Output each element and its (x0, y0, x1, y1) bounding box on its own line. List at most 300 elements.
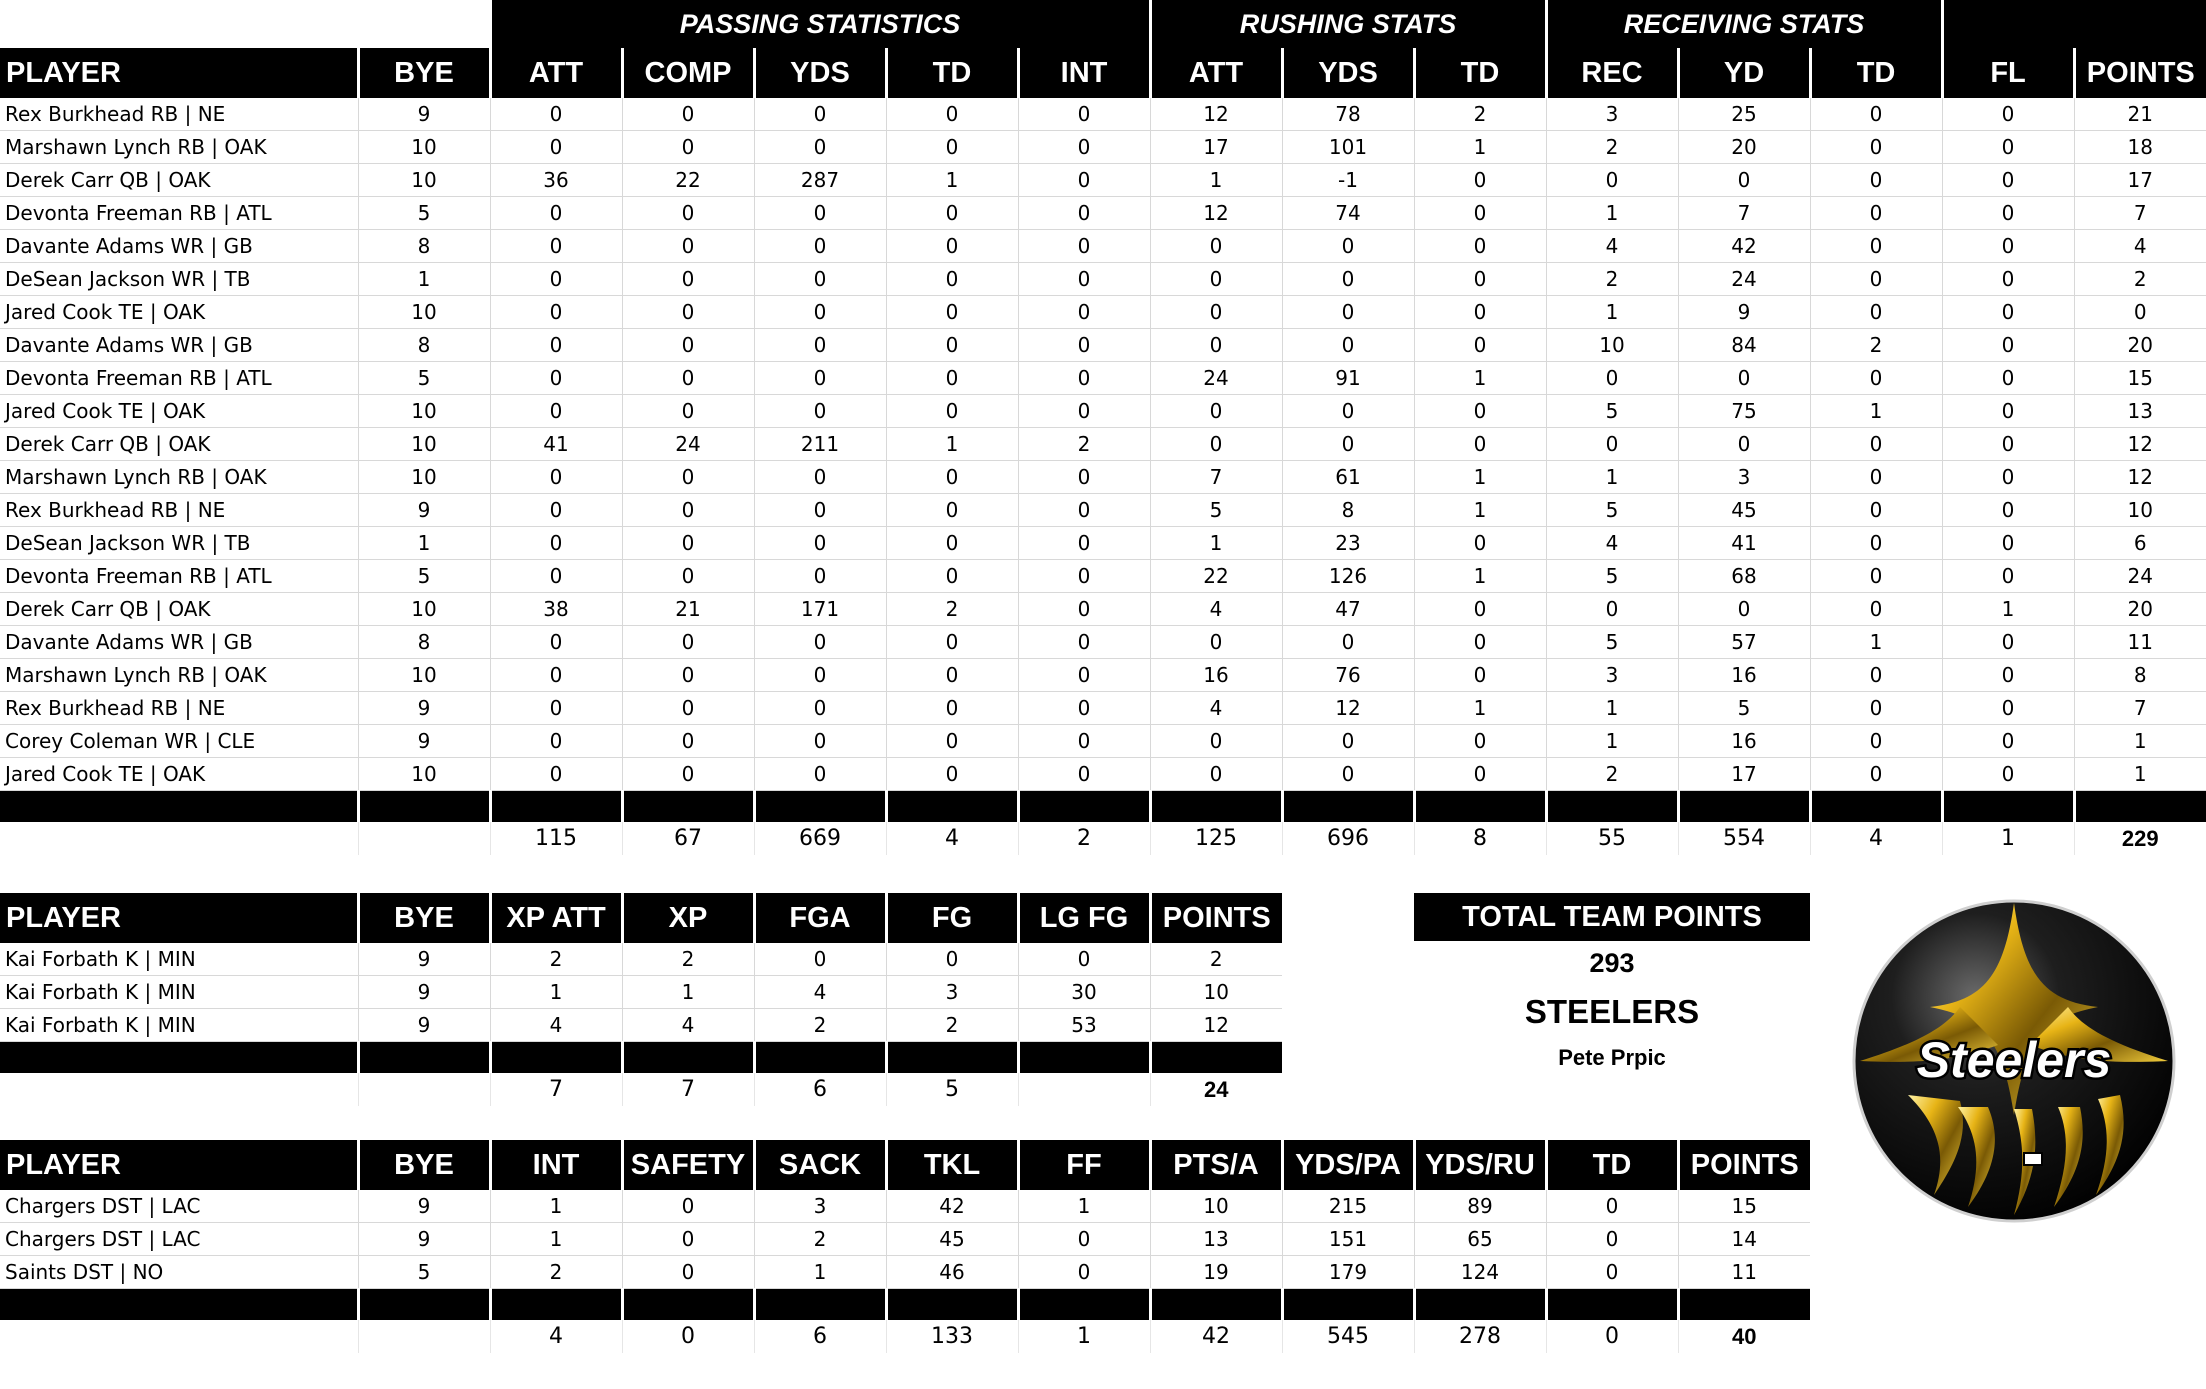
group-header-rushing: RUSHING STATS (1150, 0, 1546, 48)
offense-stat-cell-fl: 0 (1942, 263, 2074, 296)
offense-stat-cell-td: 0 (886, 758, 1018, 791)
offense-stat-cell-int: 0 (1018, 560, 1150, 593)
defense-col-header-sack-4: SACK (754, 1140, 886, 1190)
offense-stat-cell-bye: 9 (358, 725, 490, 758)
team-summary (1414, 893, 1810, 1071)
offense-player-cell: Corey Coleman WR | CLE (0, 725, 358, 758)
defense-separator-cell (886, 1289, 1018, 1321)
defense-stat-cell-yds-pa: 151 (1282, 1223, 1414, 1256)
kicking-col-header-lg-fg-6: LG FG (1018, 893, 1150, 943)
offense-stat-cell-bye: 1 (358, 527, 490, 560)
offense-total-cell-yds: 696 (1282, 822, 1414, 855)
offense-stat-cell-td: 0 (1414, 263, 1546, 296)
offense-stat-cell-rec: 4 (1546, 230, 1678, 263)
defense-player-cell: Saints DST | NO (0, 1256, 358, 1289)
offense-stat-cell-points: 6 (2074, 527, 2206, 560)
offense-stat-cell-att: 0 (490, 725, 622, 758)
offense-stat-cell-td: 0 (1414, 296, 1546, 329)
kicking-total-cell-lg-fg (1018, 1073, 1150, 1106)
offense-table-row (0, 758, 2206, 791)
offense-stat-cell-yds: 0 (754, 560, 886, 593)
offense-separator-cell (1810, 791, 1942, 823)
offense-stat-cell-td: 0 (1810, 197, 1942, 230)
offense-stat-cell-td: 0 (1810, 494, 1942, 527)
defense-col-header-yds-pa-8: YDS/PA (1282, 1140, 1414, 1190)
offense-stat-cell-int: 0 (1018, 131, 1150, 164)
offense-stat-cell-points: 1 (2074, 725, 2206, 758)
defense-stat-cell-safety: 0 (622, 1223, 754, 1256)
team-points-header: TOTAL TEAM POINTS (1414, 893, 1810, 941)
offense-stat-cell-td: 0 (1414, 593, 1546, 626)
offense-stat-cell-td: 1 (1414, 131, 1546, 164)
offense-stat-cell-yd: 5 (1678, 692, 1810, 725)
offense-stat-cell-td: 0 (1414, 659, 1546, 692)
offense-stat-cell-yds: 0 (754, 362, 886, 395)
offense-stat-cell-att: 12 (1150, 197, 1282, 230)
offense-player-cell: Jared Cook TE | OAK (0, 395, 358, 428)
defense-separator-cell (1018, 1289, 1150, 1321)
offense-stat-cell-att: 0 (490, 98, 622, 131)
kicking-table-row (0, 943, 1282, 976)
offense-stat-cell-att: 0 (490, 758, 622, 791)
offense-stat-cell-att: 0 (1150, 329, 1282, 362)
offense-stat-cell-td: 0 (1414, 758, 1546, 791)
offense-total-cell-yd: 554 (1678, 822, 1810, 855)
kicking-stat-cell-lg-fg: 30 (1018, 976, 1150, 1009)
offense-separator-cell (1018, 791, 1150, 823)
offense-stat-cell-yds: 0 (1282, 329, 1414, 362)
offense-stat-cell-att: 0 (490, 362, 622, 395)
offense-stat-cell-comp: 0 (622, 560, 754, 593)
offense-stat-cell-points: 11 (2074, 626, 2206, 659)
defense-stat-cell-ff: 0 (1018, 1256, 1150, 1289)
offense-stat-cell-td: 0 (886, 263, 1018, 296)
offense-stat-cell-bye: 1 (358, 263, 490, 296)
offense-stat-cell-att: 1 (1150, 164, 1282, 197)
defense-stat-cell-safety: 0 (622, 1190, 754, 1223)
offense-stat-cell-comp: 0 (622, 659, 754, 692)
offense-stat-cell-rec: 0 (1546, 362, 1678, 395)
offense-stat-cell-att: 0 (490, 197, 622, 230)
defense-col-header-td-10: TD (1546, 1140, 1678, 1190)
offense-stat-cell-comp: 24 (622, 428, 754, 461)
defense-totals-row (0, 1320, 1810, 1353)
offense-col-header-int-6: INT (1018, 48, 1150, 98)
kicking-separator-cell (358, 1042, 490, 1074)
offense-stat-cell-bye: 10 (358, 659, 490, 692)
group-header-misc (1942, 0, 2206, 48)
offense-table-row (0, 593, 2206, 626)
defense-separator-cell (1546, 1289, 1678, 1321)
offense-player-cell: Davante Adams WR | GB (0, 626, 358, 659)
offense-stat-cell-att: 0 (490, 395, 622, 428)
offense-stat-cell-td: 0 (886, 725, 1018, 758)
offense-table-row (0, 329, 2206, 362)
offense-stat-cell-att: 0 (490, 461, 622, 494)
offense-stat-cell-points: 4 (2074, 230, 2206, 263)
offense-stat-cell-yd: 45 (1678, 494, 1810, 527)
offense-col-header-att-7: ATT (1150, 48, 1282, 98)
offense-stat-cell-td: 0 (1810, 560, 1942, 593)
offense-stat-cell-yds: 0 (1282, 395, 1414, 428)
offense-col-header-rec-10: REC (1546, 48, 1678, 98)
defense-col-header-yds-ru-9: YDS/RU (1414, 1140, 1546, 1190)
offense-stat-cell-td: 0 (1810, 263, 1942, 296)
defense-col-header-safety-3: SAFETY (622, 1140, 754, 1190)
offense-stat-cell-yd: 57 (1678, 626, 1810, 659)
offense-stat-cell-yds: 0 (1282, 263, 1414, 296)
offense-stat-cell-points: 17 (2074, 164, 2206, 197)
offense-stat-cell-td: 0 (886, 560, 1018, 593)
offense-stat-cell-yds: 0 (1282, 626, 1414, 659)
offense-separator-cell (1414, 791, 1546, 823)
offense-stat-cell-points: 7 (2074, 692, 2206, 725)
offense-total-cell-int: 2 (1018, 822, 1150, 855)
offense-stat-cell-att: 0 (490, 296, 622, 329)
offense-stat-cell-yd: 75 (1678, 395, 1810, 428)
offense-table-row (0, 527, 2206, 560)
offense-player-cell: Marshawn Lynch RB | OAK (0, 131, 358, 164)
offense-stat-cell-rec: 5 (1546, 395, 1678, 428)
offense-stat-cell-points: 12 (2074, 461, 2206, 494)
offense-stat-cell-int: 0 (1018, 329, 1150, 362)
offense-stat-cell-att: 4 (1150, 593, 1282, 626)
offense-stat-cell-rec: 1 (1546, 197, 1678, 230)
offense-stat-cell-yds: 0 (1282, 428, 1414, 461)
kicking-total-cell-player (0, 1073, 358, 1106)
offense-separator-cell (622, 791, 754, 823)
offense-stat-cell-att: 0 (1150, 296, 1282, 329)
offense-stat-cell-bye: 9 (358, 98, 490, 131)
offense-stat-cell-td: 2 (886, 593, 1018, 626)
offense-stat-cell-td: 0 (1414, 626, 1546, 659)
offense-stat-cell-comp: 21 (622, 593, 754, 626)
offense-stat-cell-bye: 10 (358, 296, 490, 329)
offense-stat-cell-comp: 0 (622, 527, 754, 560)
offense-stat-cell-yds: 211 (754, 428, 886, 461)
offense-stat-cell-fl: 0 (1942, 98, 2074, 131)
offense-separator-cell (1282, 791, 1414, 823)
steelers-logo-icon (1848, 895, 2180, 1227)
offense-stat-cell-int: 0 (1018, 626, 1150, 659)
offense-col-header-fl-13: FL (1942, 48, 2074, 98)
defense-total-cell-bye (358, 1320, 490, 1353)
offense-separator-cell (1546, 791, 1678, 823)
kicking-separator-cell (0, 1042, 358, 1074)
offense-stat-cell-att: 0 (490, 131, 622, 164)
offense-player-cell: Davante Adams WR | GB (0, 329, 358, 362)
offense-stat-cell-att: 17 (1150, 131, 1282, 164)
defense-total-cell-player (0, 1320, 358, 1353)
offense-stat-cell-td: 0 (886, 329, 1018, 362)
offense-stat-cell-td: 0 (886, 131, 1018, 164)
offense-stat-cell-yds: 91 (1282, 362, 1414, 395)
offense-stat-cell-att: 0 (490, 560, 622, 593)
team-name: STEELERS (1524, 993, 1700, 1030)
offense-stat-cell-td: 0 (886, 296, 1018, 329)
offense-stat-cell-yd: 20 (1678, 131, 1810, 164)
offense-table-row (0, 560, 2206, 593)
offense-stat-cell-int: 0 (1018, 395, 1150, 428)
defense-separator-cell (490, 1289, 622, 1321)
offense-stat-cell-td: 0 (1414, 329, 1546, 362)
kicking-stat-cell-fg: 2 (886, 1009, 1018, 1042)
kicking-separator-cell (622, 1042, 754, 1074)
offense-stat-cell-yds: 8 (1282, 494, 1414, 527)
offense-stat-cell-yd: 84 (1678, 329, 1810, 362)
defense-stat-cell-points: 15 (1678, 1190, 1810, 1223)
offense-stat-cell-yds: 0 (754, 98, 886, 131)
offense-totals-row (0, 822, 2206, 855)
offense-stat-cell-bye: 8 (358, 230, 490, 263)
offense-total-cell-player (0, 822, 358, 855)
offense-stat-cell-att: 0 (1150, 725, 1282, 758)
offense-stat-cell-rec: 0 (1546, 593, 1678, 626)
offense-stat-cell-td: 0 (1414, 395, 1546, 428)
offense-table-row (0, 296, 2206, 329)
defense-stat-cell-points: 11 (1678, 1256, 1810, 1289)
offense-stat-cell-td: 0 (886, 98, 1018, 131)
offense-stat-cell-points: 21 (2074, 98, 2206, 131)
offense-stat-cell-att: 1 (1150, 527, 1282, 560)
offense-stat-cell-rec: 2 (1546, 131, 1678, 164)
offense-separator-cell (0, 791, 358, 823)
offense-stat-cell-td: 0 (1810, 98, 1942, 131)
defense-stat-cell-pts-a: 13 (1150, 1223, 1282, 1256)
offense-stat-cell-comp: 0 (622, 197, 754, 230)
offense-stat-cell-td: 0 (886, 692, 1018, 725)
defense-separator-cell (754, 1289, 886, 1321)
offense-stat-cell-yd: 7 (1678, 197, 1810, 230)
offense-stat-cell-td: 0 (1810, 296, 1942, 329)
offense-stat-cell-rec: 2 (1546, 758, 1678, 791)
offense-stat-cell-td: 0 (1414, 230, 1546, 263)
offense-stat-cell-points: 20 (2074, 329, 2206, 362)
defense-table-row (0, 1223, 1810, 1256)
offense-stat-cell-int: 0 (1018, 362, 1150, 395)
defense-stat-cell-pts-a: 10 (1150, 1190, 1282, 1223)
offense-separator-cell (490, 791, 622, 823)
defense-total-cell-yds-ru: 278 (1414, 1320, 1546, 1353)
defense-player-cell: Chargers DST | LAC (0, 1223, 358, 1256)
defense-stat-cell-safety: 0 (622, 1256, 754, 1289)
offense-stat-cell-td: 0 (1810, 362, 1942, 395)
offense-player-cell: Devonta Freeman RB | ATL (0, 560, 358, 593)
offense-stat-cell-yd: 0 (1678, 164, 1810, 197)
offense-col-header-td-9: TD (1414, 48, 1546, 98)
offense-total-cell-td: 4 (1810, 822, 1942, 855)
offense-stat-cell-yds: 0 (754, 659, 886, 692)
offense-stat-cell-bye: 5 (358, 197, 490, 230)
offense-stat-cell-comp: 0 (622, 296, 754, 329)
offense-stat-cell-yds: 126 (1282, 560, 1414, 593)
offense-stat-cell-comp: 0 (622, 725, 754, 758)
kicking-stat-cell-xp-att: 4 (490, 1009, 622, 1042)
offense-stat-cell-fl: 0 (1942, 164, 2074, 197)
offense-stat-cell-comp: 0 (622, 362, 754, 395)
offense-stat-cell-yd: 3 (1678, 461, 1810, 494)
offense-stat-cell-td: 0 (1810, 131, 1942, 164)
offense-stat-cell-fl: 0 (1942, 692, 2074, 725)
offense-stat-cell-yds: 287 (754, 164, 886, 197)
kicking-stat-cell-xp-att: 1 (490, 976, 622, 1009)
offense-stat-cell-fl: 0 (1942, 527, 2074, 560)
offense-total-cell-bye (358, 822, 490, 855)
kicking-total-cell-points: 24 (1150, 1073, 1282, 1106)
offense-total-cell-att: 125 (1150, 822, 1282, 855)
offense-stat-cell-yds: 61 (1282, 461, 1414, 494)
offense-stat-cell-points: 24 (2074, 560, 2206, 593)
defense-total-cell-int: 4 (490, 1320, 622, 1353)
offense-stat-cell-td: 0 (1810, 527, 1942, 560)
offense-stat-cell-rec: 5 (1546, 494, 1678, 527)
defense-separator-cell (1678, 1289, 1810, 1321)
kicking-col-header-bye-1: BYE (358, 893, 490, 943)
offense-stat-cell-int: 0 (1018, 692, 1150, 725)
offense-stat-cell-yd: 42 (1678, 230, 1810, 263)
offense-stat-cell-comp: 0 (622, 131, 754, 164)
kicking-stat-cell-fga: 4 (754, 976, 886, 1009)
offense-stat-cell-td: 0 (1810, 692, 1942, 725)
offense-stat-cell-comp: 0 (622, 461, 754, 494)
offense-separator-cell (754, 791, 886, 823)
offense-stat-cell-td: 0 (1810, 659, 1942, 692)
team-points-value: 293 (1589, 948, 1635, 978)
offense-stat-cell-int: 0 (1018, 197, 1150, 230)
defense-total-cell-points: 40 (1678, 1320, 1810, 1353)
offense-table-row (0, 98, 2206, 131)
offense-stat-cell-td: 0 (1810, 164, 1942, 197)
offense-table-row (0, 362, 2206, 395)
offense-stat-cell-rec: 10 (1546, 329, 1678, 362)
offense-stat-cell-td: 0 (1810, 230, 1942, 263)
offense-stat-cell-td: 0 (1414, 527, 1546, 560)
defense-table-row (0, 1256, 1810, 1289)
offense-stat-cell-int: 0 (1018, 758, 1150, 791)
offense-stat-cell-bye: 8 (358, 329, 490, 362)
offense-stat-cell-bye: 10 (358, 131, 490, 164)
offense-stat-cell-points: 7 (2074, 197, 2206, 230)
offense-stat-cell-td: 1 (1810, 626, 1942, 659)
offense-stat-cell-fl: 0 (1942, 395, 2074, 428)
offense-stat-cell-int: 0 (1018, 527, 1150, 560)
offense-stat-cell-yds: 47 (1282, 593, 1414, 626)
offense-stat-cell-att: 0 (490, 263, 622, 296)
offense-stat-cell-fl: 0 (1942, 659, 2074, 692)
offense-table-row (0, 197, 2206, 230)
offense-stat-cell-td: 0 (886, 494, 1018, 527)
group-header-receiving: RECEIVING STATS (1546, 0, 1942, 48)
offense-stat-cell-bye: 8 (358, 626, 490, 659)
offense-table-row (0, 626, 2206, 659)
offense-stat-cell-fl: 0 (1942, 725, 2074, 758)
offense-stat-cell-td: 1 (886, 164, 1018, 197)
offense-stat-cell-rec: 2 (1546, 263, 1678, 296)
offense-stat-cell-att: 0 (490, 329, 622, 362)
logo-text: Steelers (1916, 1032, 2112, 1088)
offense-stat-cell-int: 0 (1018, 461, 1150, 494)
kicking-player-cell: Kai Forbath K | MIN (0, 1009, 358, 1042)
offense-stat-cell-td: 1 (1414, 692, 1546, 725)
defense-stat-cell-yds-ru: 89 (1414, 1190, 1546, 1223)
offense-stat-cell-fl: 0 (1942, 428, 2074, 461)
kicking-stat-cell-xp: 1 (622, 976, 754, 1009)
offense-stat-cell-att: 0 (490, 494, 622, 527)
offense-stat-cell-int: 2 (1018, 428, 1150, 461)
offense-stat-cell-comp: 0 (622, 395, 754, 428)
kicking-stat-cell-xp-att: 2 (490, 943, 622, 976)
offense-col-header-bye-1: BYE (358, 48, 490, 98)
kicking-col-header-fga-4: FGA (754, 893, 886, 943)
kicking-col-header-points-7: POINTS (1150, 893, 1282, 943)
offense-col-header-player-0: PLAYER (0, 48, 358, 98)
offense-table-row (0, 494, 2206, 527)
offense-stat-cell-yd: 17 (1678, 758, 1810, 791)
offense-stat-cell-yds: 0 (754, 395, 886, 428)
offense-stat-cell-td: 0 (1810, 758, 1942, 791)
kicking-stat-cell-bye: 9 (358, 1009, 490, 1042)
offense-stat-cell-yds: 0 (754, 230, 886, 263)
offense-table-row (0, 659, 2206, 692)
defense-stat-cell-sack: 2 (754, 1223, 886, 1256)
offense-separator-cell (886, 791, 1018, 823)
offense-stat-cell-yds: 0 (754, 197, 886, 230)
offense-stat-cell-td: 0 (1414, 428, 1546, 461)
offense-stat-cell-comp: 0 (622, 263, 754, 296)
offense-table-row (0, 395, 2206, 428)
offense-stat-cell-fl: 0 (1942, 494, 2074, 527)
offense-stat-cell-att: 22 (1150, 560, 1282, 593)
offense-stat-cell-yds: 0 (754, 329, 886, 362)
offense-stat-cell-points: 1 (2074, 758, 2206, 791)
kicking-stat-cell-xp: 2 (622, 943, 754, 976)
offense-stat-cell-points: 10 (2074, 494, 2206, 527)
kicking-total-cell-bye (358, 1073, 490, 1106)
defense-stat-cell-yds-ru: 124 (1414, 1256, 1546, 1289)
offense-stat-cell-points: 15 (2074, 362, 2206, 395)
offense-stat-cell-rec: 5 (1546, 560, 1678, 593)
kicking-stat-cell-fga: 0 (754, 943, 886, 976)
defense-separator-cell (1282, 1289, 1414, 1321)
offense-stat-cell-yds: -1 (1282, 164, 1414, 197)
kicking-separator-cell (886, 1042, 1018, 1074)
offense-stat-cell-td: 0 (1810, 593, 1942, 626)
offense-stat-cell-fl: 0 (1942, 758, 2074, 791)
offense-player-cell: DeSean Jackson WR | TB (0, 263, 358, 296)
kicking-separator-cell (490, 1042, 622, 1074)
defense-total-cell-yds-pa: 545 (1282, 1320, 1414, 1353)
defense-separator-cell (1414, 1289, 1546, 1321)
offense-stat-cell-td: 0 (886, 395, 1018, 428)
offense-stat-cell-int: 0 (1018, 98, 1150, 131)
defense-col-header-player-0: PLAYER (0, 1140, 358, 1190)
defense-stat-cell-pts-a: 19 (1150, 1256, 1282, 1289)
offense-stat-cell-int: 0 (1018, 593, 1150, 626)
offense-stat-cell-fl: 0 (1942, 197, 2074, 230)
offense-col-header-td-12: TD (1810, 48, 1942, 98)
offense-stat-cell-yds: 171 (754, 593, 886, 626)
kicking-player-cell: Kai Forbath K | MIN (0, 976, 358, 1009)
offense-stat-cell-att: 5 (1150, 494, 1282, 527)
defense-player-cell: Chargers DST | LAC (0, 1190, 358, 1223)
defense-total-cell-pts-a: 42 (1150, 1320, 1282, 1353)
offense-stat-cell-td: 0 (886, 659, 1018, 692)
offense-stat-cell-fl: 0 (1942, 329, 2074, 362)
offense-stat-cell-yds: 0 (754, 725, 886, 758)
kicking-separator-cell (1018, 1042, 1150, 1074)
offense-stat-cell-yds: 101 (1282, 131, 1414, 164)
offense-stat-cell-yds: 0 (754, 527, 886, 560)
